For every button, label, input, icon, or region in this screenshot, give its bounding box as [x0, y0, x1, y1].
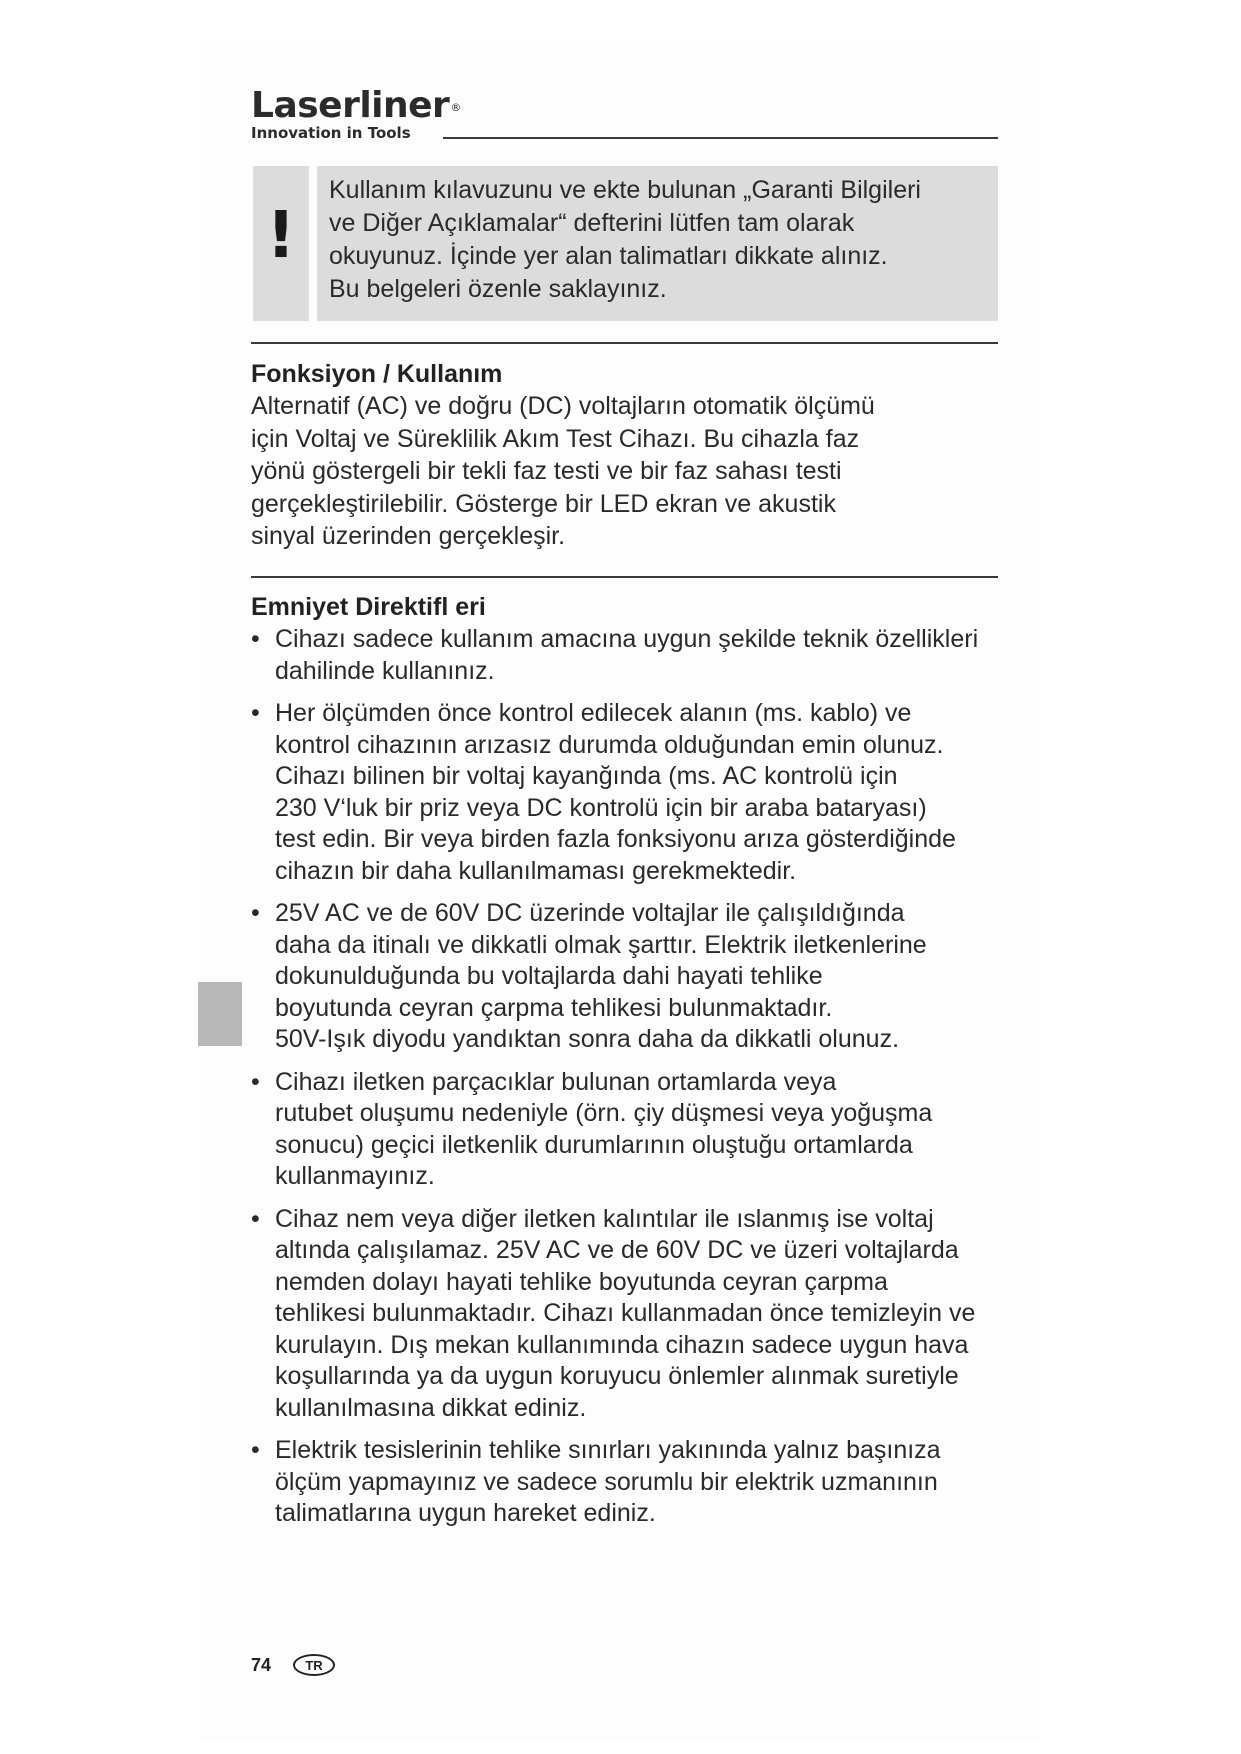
warning-line: Bu belgeleri özenle saklayınız.	[329, 275, 667, 303]
list-item-line: rutubet oluşumu nedeniyle (örn. çiy düşmesi veya yoğuşma	[275, 1099, 933, 1127]
list-item-line: Cihazı bilinen bir voltaj kayanğında (ms. AC kontrolü için	[275, 762, 898, 790]
page-number: 74	[251, 1654, 272, 1675]
bullet-icon: •	[251, 899, 260, 927]
exclamation-icon: !	[266, 199, 296, 273]
header-divider	[443, 137, 998, 139]
brand-logo	[251, 85, 461, 142]
section-divider	[251, 576, 998, 578]
brand-tagline: Innovation in Tools	[251, 124, 411, 142]
bullet-icon: •	[251, 1436, 260, 1464]
bullet-icon: •	[251, 1067, 260, 1096]
list-item	[251, 1067, 1011, 1193]
list-item-line: boyutunda ceyran çarpma tehlikesi bulunmaktadır.	[275, 993, 833, 1022]
chapter-tab-marker	[198, 982, 242, 1046]
list-item-line: 230 V‘luk bir priz veya DC kontrolü için bir araba bataryası)	[275, 793, 927, 822]
list-item-line: Elektrik tesislerinin tehlike sınırları yakınında yalnız başınıza	[275, 1436, 941, 1464]
function-paragraph	[251, 390, 1011, 553]
section-divider	[251, 342, 998, 344]
warning-line: Kullanım kılavuzunu ve ekte bulunan „Garanti Bilgileri	[329, 176, 921, 204]
safety-list	[251, 624, 1011, 1541]
list-item-line: Cihazı sadece kullanım amacına uygun şekilde teknik özellikleri	[275, 625, 979, 653]
list-item-line: nemden dolayı hayati tehlike boyutunda ceyran çarpma	[275, 1267, 888, 1296]
list-item	[251, 1204, 1011, 1425]
list-item-line: 50V-Işık diyodu yandıktan sonra daha da dikkatli olunuz.	[275, 1025, 900, 1053]
paragraph-line: yönü göstergeli bir tekli faz testi ve bir faz sahası testi	[251, 457, 842, 485]
language-badge: TR	[293, 1654, 335, 1676]
list-item-line: dahilinde kullanınız.	[275, 656, 495, 685]
list-item-line: daha da itinalı ve dikkatli olmak şarttır. Elektrik iletkenlerine	[275, 930, 927, 959]
list-item-line: Cihazı iletken parçacıklar bulunan ortamlarda veya	[275, 1067, 837, 1096]
warning-line: ve Diğer Açıklamalar“ defterini lütfen tam olarak	[329, 209, 855, 237]
bullet-icon: •	[251, 625, 260, 653]
list-item-line: altında çalışılamaz. 25V AC ve de 60V DC ve üzeri voltajlarda	[275, 1236, 959, 1264]
warning-text	[329, 174, 989, 306]
list-item-line: Cihaz nem veya diğer iletken kalıntılar ile ıslanmış ise voltaj	[275, 1204, 934, 1233]
paragraph-line: gerçekleştirilebilir. Gösterge bir LED ekran ve akustik	[251, 489, 836, 518]
brand-name	[251, 85, 461, 126]
function-heading: Fonksiyon / Kullanım	[251, 360, 503, 388]
list-item-line: test edin. Bir veya birden fazla fonksiyonu arıza gösterdiğinde	[275, 825, 956, 853]
list-item-line: kullanılmasına dikkat ediniz.	[275, 1393, 587, 1422]
bullet-icon: •	[251, 699, 260, 727]
registered-mark: ®	[450, 101, 461, 114]
list-item-line: cihazın bir daha kullanılmaması gerekmektedir.	[275, 856, 797, 885]
paragraph-line: için Voltaj ve Süreklilik Akım Test Cihazı. Bu cihazla faz	[251, 424, 860, 453]
paragraph-line: sinyal üzerinden gerçekleşir.	[251, 522, 566, 550]
list-item-line: 25V AC ve de 60V DC üzerinde voltajlar ile çalışıldığında	[275, 899, 905, 927]
list-item	[251, 898, 1011, 1056]
bullet-icon: •	[251, 1204, 260, 1233]
list-item-line: talimatlarına uygun hareket ediniz.	[275, 1499, 656, 1527]
list-item-line: tehlikesi bulunmaktadır. Cihazı kullanmadan önce temizleyin ve	[275, 1299, 976, 1327]
paragraph-line: Alternatif (AC) ve doğru (DC) voltajların otomatik ölçümü	[251, 392, 875, 420]
list-item-line: dokunulduğunda bu voltajlarda dahi hayati tehlike	[275, 962, 823, 990]
page-footer	[251, 1654, 335, 1676]
list-item-line: kullanmayınız.	[275, 1162, 435, 1190]
warning-notice	[317, 166, 998, 321]
list-item-line: sonucu) geçici iletkenlik durumlarının oluştuğu ortamlarda	[275, 1130, 913, 1159]
list-item	[251, 698, 1011, 887]
list-item	[251, 1435, 1011, 1530]
list-item-line: ölçüm yapmayınız ve sadece sorumlu bir elektrik uzmanının	[275, 1467, 938, 1496]
list-item-line: kurulayın. Dış mekan kullanımında cihazın sadece uygun hava	[275, 1330, 969, 1359]
list-item	[251, 624, 1011, 687]
warning-line: okuyunuz. İçinde yer alan talimatları dikkate alınız.	[329, 242, 888, 270]
brand-wordmark: Laserliner	[251, 85, 450, 126]
warning-icon-panel	[253, 166, 309, 321]
list-item-line: koşullarında ya da uygun koruyucu önlemler alınmak suretiyle	[275, 1362, 959, 1390]
safety-heading: Emniyet Direktifl eri	[251, 593, 486, 621]
list-item-line: Her ölçümden önce kontrol edilecek alanın (ms. kablo) ve	[275, 699, 912, 727]
list-item-line: kontrol cihazının arızasız durumda olduğundan emin olunuz.	[275, 730, 944, 759]
